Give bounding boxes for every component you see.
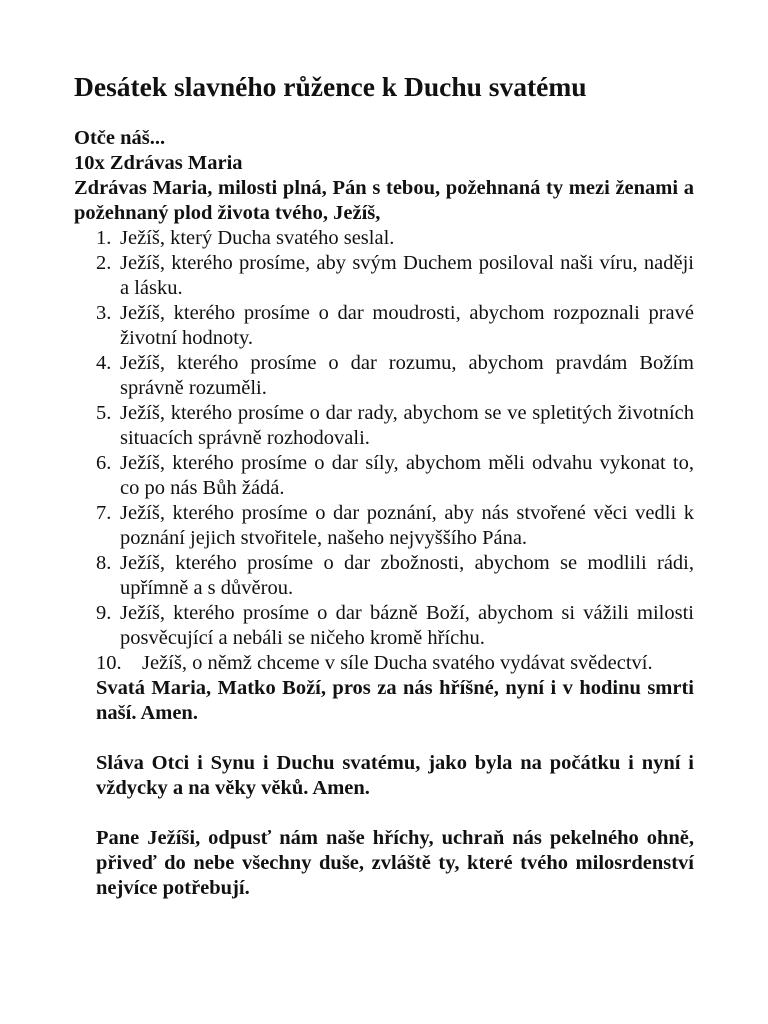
slava-text: Sláva Otci i Synu i Duchu svatému, jako byla na počátku i nyní i vždycky a na věky věků. Amen. — [96, 752, 694, 799]
mystery-item: 9. Ježíš, kterého prosíme o dar bázně Boží, abychom si vážili milosti posvěcující a nebáli se ničeho kromě hříchu. — [96, 602, 694, 649]
mysteries-list — [74, 226, 694, 676]
mystery-item: 10. Ježíš, o němž chceme v síle Ducha svatého vydávat svědectví. — [96, 652, 653, 674]
otce-nas-line: Otče náš... — [74, 127, 166, 149]
mystery-item: 3. Ježíš, kterého prosíme o dar moudrosti, abychom rozpoznali pravé životní hodnoty. — [96, 302, 694, 349]
document-page — [74, 70, 694, 901]
mystery-item: 4. Ježíš, kterého prosíme o dar rozumu, abychom pravdám Božím správně rozuměli. — [96, 352, 694, 399]
mystery-item: 5. Ježíš, kterého prosíme o dar rady, abychom se ve spletitých životních situacích správně rozhodovali. — [96, 402, 694, 449]
fatima-prayer-text: Pane Ježíši, odpusť nám naše hříchy, uchraň nás pekelného ohně, přiveď do nebe všechny duše, zvláště ty, které tvého milosrdenství nejvíce potřebují. — [96, 827, 694, 899]
document-title: Desátek slavného růžence k Duchu svatému — [74, 71, 587, 102]
mystery-item: 2. Ježíš, kterého prosíme, aby svým Duchem posiloval naši víru, naději a lásku. — [96, 252, 694, 299]
mystery-item: 7. Ježíš, kterého prosíme o dar poznání, aby nás stvořené věci vedli k poznání jejich stvořitele, našeho nejvyššího Pána. — [96, 502, 694, 549]
mystery-item: 1. Ježíš, který Ducha svatého seslal. — [96, 227, 395, 249]
zdravas-text: Zdrávas Maria, milosti plná, Pán s tebou, požehnaná ty mezi ženami a požehnaný plod života tvého, Ježíš, — [74, 177, 694, 224]
closing-prayers — [96, 676, 694, 901]
svata-maria-text: Svatá Maria, Matko Boží, pros za nás hříšné, nyní i v hodinu smrti naší. Amen. — [96, 677, 694, 724]
spacer — [96, 801, 694, 826]
zdravas-count-line: 10x Zdrávas Maria — [74, 152, 243, 174]
spacer — [96, 726, 694, 751]
mystery-item: 6. Ježíš, kterého prosíme o dar síly, abychom měli odvahu vykonat to, co po nás Bůh žádá. — [96, 452, 694, 499]
mystery-item: 8. Ježíš, kterého prosíme o dar zbožnosti, abychom se modlili rádi, upřímně a s důvěrou. — [96, 552, 694, 599]
